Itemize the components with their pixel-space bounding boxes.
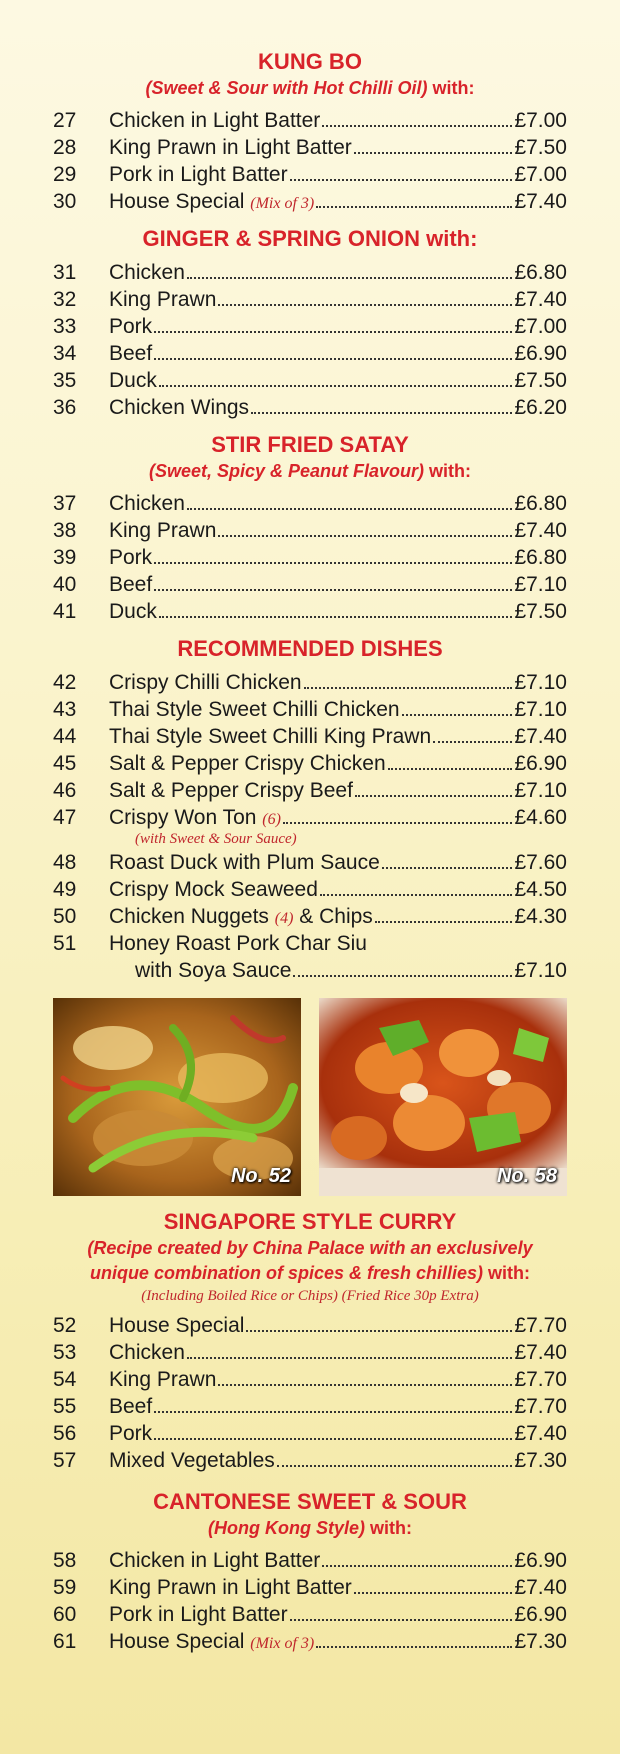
menu-item-row: [53, 696, 567, 723]
item-name: [109, 1366, 216, 1393]
item-price: £6.20: [514, 396, 567, 419]
item-note: (with Sweet & Sour Sauce): [135, 831, 297, 847]
item-name: [109, 1420, 152, 1447]
section-title: GINGER & SPRING ONION with:: [142, 226, 478, 251]
item-price: £7.10: [514, 698, 567, 721]
dot-leader: [354, 151, 513, 154]
dot-leader: [154, 357, 512, 360]
dot-leader: [154, 561, 512, 564]
item-price: £6.90: [514, 1603, 567, 1626]
dot-leader: [382, 866, 513, 869]
dot-leader: [375, 920, 513, 923]
item-name-text: Chicken: [109, 492, 185, 515]
item-name-text: Salt & Pepper Crispy Chicken: [109, 752, 386, 775]
dot-leader: [154, 1437, 512, 1440]
item-number: 29: [53, 163, 77, 186]
item-name: [109, 669, 302, 696]
dot-leader: [251, 411, 512, 414]
item-price: £7.00: [514, 315, 567, 338]
item-name-text: King Prawn: [109, 288, 217, 311]
item-list: [53, 1547, 567, 1655]
menu-item-row: [53, 259, 567, 286]
item-name: [109, 1393, 152, 1420]
item-number: 46: [53, 779, 77, 802]
item-name-text: Pork: [109, 315, 153, 338]
item-name: [109, 1447, 275, 1474]
section-subtitle: (Sweet & Sour with Hot Chilli Oil) with:: [145, 78, 475, 98]
menu-item-row: [53, 1447, 567, 1474]
item-price: £7.10: [514, 671, 567, 694]
dot-leader: [402, 713, 513, 716]
item-number: 39: [53, 546, 77, 569]
item-price: £7.70: [514, 1395, 567, 1418]
item-price: £6.90: [514, 1549, 567, 1572]
dot-leader: [322, 1564, 512, 1567]
item-name: [109, 598, 157, 625]
item-price: £7.10: [514, 959, 567, 982]
item-name: [109, 517, 216, 544]
item-name-text: Chicken Wings: [109, 396, 250, 419]
item-price: £6.90: [514, 752, 567, 775]
item-name: [109, 134, 352, 161]
section-cantonese-sweet-sour: [53, 1488, 567, 1655]
item-name: [109, 1628, 314, 1657]
item-name-text: Duck: [109, 369, 157, 392]
item-name-text: Chicken in Light Batter: [109, 1549, 321, 1572]
dot-leader: [159, 384, 513, 387]
item-name: [109, 1339, 185, 1366]
menu-item-row: [53, 777, 567, 804]
dot-leader: [218, 534, 512, 537]
section-stir-fried-satay: [53, 431, 567, 625]
menu-item-row: [53, 286, 567, 313]
item-number: 54: [53, 1368, 77, 1391]
item-name-line-2: with Soya Sauce: [135, 959, 292, 982]
menu-page: [53, 48, 567, 1655]
menu-item-row: [53, 1628, 567, 1655]
item-name-text: Roast Duck with Plum Sauce: [109, 851, 380, 874]
menu-item-row: [53, 367, 567, 394]
item-name-text: Pork in Light Batter: [109, 1603, 288, 1626]
item-name-text: Crispy Mock Seaweed: [109, 878, 318, 901]
menu-item-row: [53, 1393, 567, 1420]
item-list: [53, 107, 567, 215]
dot-leader: [355, 794, 512, 797]
item-name: [109, 259, 185, 286]
item-qualifier: (6): [262, 811, 281, 828]
item-name-suffix: & Chips: [299, 905, 373, 928]
item-name-text: Pork: [109, 546, 153, 569]
item-name-text: King Prawn in Light Batter: [109, 1576, 352, 1599]
dot-leader: [277, 1464, 513, 1467]
item-number: 38: [53, 519, 77, 542]
section-subtitle: (Sweet, Spicy & Peanut Flavour) with:: [148, 461, 472, 481]
item-name-text: Beef: [109, 1395, 153, 1418]
item-name-text: Crispy Won Ton: [109, 806, 257, 829]
item-name: [109, 849, 380, 876]
item-number: 47: [53, 806, 77, 829]
item-name-text: Chicken Nuggets: [109, 905, 269, 928]
dot-leader: [187, 276, 513, 279]
item-name-text: Salt & Pepper Crispy Beef: [109, 779, 353, 802]
item-name-text: Chicken: [109, 1341, 185, 1364]
section-recommended-dishes: [53, 635, 567, 984]
menu-item-row: [53, 1601, 567, 1628]
dot-leader: [218, 303, 512, 306]
item-number: 48: [53, 851, 77, 874]
item-number: 44: [53, 725, 77, 748]
dot-leader: [433, 740, 512, 743]
menu-item-row: [53, 1312, 567, 1339]
menu-item-row: [53, 598, 567, 625]
menu-item-row: [53, 903, 567, 930]
item-number: 58: [53, 1549, 77, 1572]
sweet-and-sour-photo: [319, 998, 567, 1196]
dot-leader: [388, 767, 513, 770]
dot-leader: [290, 1618, 513, 1621]
item-name-text: Crispy Chilli Chicken: [109, 671, 302, 694]
item-price: £7.60: [514, 851, 567, 874]
item-name: [109, 161, 288, 188]
item-number: 42: [53, 671, 77, 694]
item-price: £7.50: [514, 369, 567, 392]
item-name: [109, 544, 152, 571]
item-price: £7.00: [514, 163, 567, 186]
dot-leader: [246, 1329, 512, 1332]
dot-leader: [283, 821, 512, 824]
item-name-text: House Special: [109, 1630, 245, 1653]
dot-leader: [322, 124, 512, 127]
item-price: £7.50: [514, 600, 567, 623]
item-number: 50: [53, 905, 77, 928]
item-number: 33: [53, 315, 77, 338]
item-name: [109, 930, 367, 957]
item-number: 60: [53, 1603, 77, 1626]
menu-item-row: [53, 1420, 567, 1447]
item-price: £7.40: [514, 519, 567, 542]
item-name-text: Pork: [109, 1422, 153, 1445]
item-name-text: Duck: [109, 600, 157, 623]
menu-item-row: [53, 723, 567, 750]
dot-leader: [187, 1356, 513, 1359]
item-name: [109, 876, 318, 903]
item-name: [109, 1574, 352, 1601]
item-name: [109, 903, 373, 932]
item-name: [109, 188, 314, 217]
item-name-text: Thai Style Sweet Chilli Chicken: [109, 698, 400, 721]
item-number: 59: [53, 1576, 77, 1599]
section-title: RECOMMENDED DISHES: [177, 636, 443, 661]
item-name-text: Chicken: [109, 261, 185, 284]
section-singapore-curry: [53, 1208, 567, 1474]
item-name: [109, 1312, 244, 1339]
item-name-text: Pork in Light Batter: [109, 163, 288, 186]
item-name: [109, 367, 157, 394]
singapore-curry-photo: [53, 998, 301, 1196]
menu-item-row: [53, 669, 567, 696]
item-number: 51: [53, 932, 77, 955]
item-number: 55: [53, 1395, 77, 1418]
menu-item-row: [53, 544, 567, 571]
menu-item-row: [53, 188, 567, 215]
item-name-text: Chicken in Light Batter: [109, 109, 321, 132]
item-name-text: Beef: [109, 342, 153, 365]
dot-leader: [154, 588, 512, 591]
item-number: 41: [53, 600, 77, 623]
section-subtitle-line-1: (Recipe created by China Palace with an exclusively: [87, 1238, 533, 1258]
menu-item-row: [53, 313, 567, 340]
item-price: £6.80: [514, 261, 567, 284]
item-name-text: Thai Style Sweet Chilli King Prawn: [109, 725, 432, 748]
section-note: (Including Boiled Rice or Chips) (Fried Rice 30p Extra): [141, 1288, 479, 1304]
item-name: [109, 1547, 320, 1574]
item-price: £7.10: [514, 779, 567, 802]
item-qualifier: (Mix of 3): [250, 195, 315, 212]
menu-item-row: [53, 161, 567, 188]
section-title: SINGAPORE STYLE CURRY: [163, 1209, 457, 1234]
item-number: 53: [53, 1341, 77, 1364]
dot-leader: [154, 330, 512, 333]
menu-item-row: [53, 930, 567, 957]
item-price: £7.70: [514, 1314, 567, 1337]
item-name: [109, 777, 353, 804]
item-price: £7.40: [514, 1576, 567, 1599]
item-number: 28: [53, 136, 77, 159]
item-number: 27: [53, 109, 77, 132]
item-name: [109, 696, 400, 723]
item-number: 52: [53, 1314, 77, 1337]
item-price: £4.50: [514, 878, 567, 901]
item-name-text: King Prawn: [109, 519, 217, 542]
menu-item-row: [53, 876, 567, 903]
item-qualifier: (4): [274, 910, 294, 927]
menu-item-row: [53, 849, 567, 876]
item-price: £7.10: [514, 573, 567, 596]
section-kung-bo: [53, 48, 567, 215]
photo-caption: No. 52: [230, 1165, 291, 1187]
menu-item-row: [53, 134, 567, 161]
section-title: KUNG BO: [258, 49, 362, 74]
menu-item-row-continued: [53, 957, 567, 984]
item-number: 32: [53, 288, 77, 311]
item-name: [109, 286, 216, 313]
section-ginger-spring-onion: [53, 225, 567, 421]
menu-item-row: [53, 394, 567, 421]
item-price: £7.40: [514, 725, 567, 748]
dot-leader: [316, 1645, 512, 1648]
section-subtitle-line-2: unique combination of spices & fresh chillies) with:: [89, 1263, 531, 1283]
item-number: 34: [53, 342, 77, 365]
item-name: [109, 340, 152, 367]
item-name-text: House Special: [109, 190, 245, 213]
item-name-text: Beef: [109, 573, 153, 596]
item-number: 35: [53, 369, 77, 392]
menu-item-row: [53, 107, 567, 134]
item-price: £6.80: [514, 546, 567, 569]
item-qualifier: (Mix of 3): [250, 1635, 315, 1652]
menu-item-row: [53, 1547, 567, 1574]
item-number: 30: [53, 190, 77, 213]
item-number: 36: [53, 396, 77, 419]
item-price: £7.70: [514, 1368, 567, 1391]
item-price: £7.30: [514, 1630, 567, 1653]
dot-leader: [187, 507, 513, 510]
item-name-text: King Prawn in Light Batter: [109, 136, 352, 159]
section-title: STIR FRIED SATAY: [211, 432, 409, 457]
item-number: 61: [53, 1630, 77, 1653]
menu-item-row: [53, 1339, 567, 1366]
item-name-text: Mixed Vegetables: [109, 1449, 275, 1472]
dot-leader: [304, 686, 513, 689]
photo-caption: No. 58: [496, 1165, 557, 1187]
dot-leader: [154, 1410, 512, 1413]
dot-leader: [293, 974, 512, 977]
menu-item-row: [53, 750, 567, 777]
menu-item-row: [53, 1574, 567, 1601]
item-number: 37: [53, 492, 77, 515]
item-list: [53, 490, 567, 625]
menu-item-row: [53, 804, 567, 831]
item-price: £7.50: [514, 136, 567, 159]
item-name: [109, 1601, 288, 1628]
item-name: [109, 750, 386, 777]
item-name: [109, 723, 431, 750]
item-name: [109, 394, 249, 421]
item-name: [109, 490, 185, 517]
item-price: £7.40: [514, 1422, 567, 1445]
dot-leader: [354, 1591, 513, 1594]
item-number: 40: [53, 573, 77, 596]
item-number: 56: [53, 1422, 77, 1445]
menu-item-row: [53, 340, 567, 367]
item-name: [109, 313, 152, 340]
item-name-text: House Special: [109, 1314, 245, 1337]
menu-item-row: [53, 490, 567, 517]
item-name: [109, 107, 320, 134]
photo-strip: [53, 998, 567, 1196]
item-number: 45: [53, 752, 77, 775]
item-number: 57: [53, 1449, 77, 1472]
item-name-text: Honey Roast Pork Char Siu: [109, 932, 367, 955]
item-list: [53, 259, 567, 421]
item-number: 49: [53, 878, 77, 901]
menu-item-row: [53, 1366, 567, 1393]
item-price: £4.30: [514, 905, 567, 928]
item-number: 43: [53, 698, 77, 721]
item-price: £6.80: [514, 492, 567, 515]
item-price: £7.40: [514, 190, 567, 213]
item-price: £7.00: [514, 109, 567, 132]
item-price: £7.40: [514, 1341, 567, 1364]
item-price: £7.30: [514, 1449, 567, 1472]
dot-leader: [159, 615, 513, 618]
item-number: 31: [53, 261, 77, 284]
section-subtitle: (Hong Kong Style) with:: [208, 1518, 412, 1538]
item-price: £7.40: [514, 288, 567, 311]
menu-item-row: [53, 571, 567, 598]
item-name-text: King Prawn: [109, 1368, 217, 1391]
item-price: £4.60: [514, 806, 567, 829]
item-name: [109, 571, 152, 598]
menu-item-row: [53, 517, 567, 544]
item-list: [53, 1312, 567, 1474]
item-list: [53, 669, 567, 984]
item-price: £6.90: [514, 342, 567, 365]
dot-leader: [316, 205, 512, 208]
dot-leader: [290, 178, 513, 181]
dot-leader: [320, 893, 513, 896]
dot-leader: [218, 1383, 512, 1386]
section-title: CANTONESE SWEET & SOUR: [153, 1489, 467, 1514]
